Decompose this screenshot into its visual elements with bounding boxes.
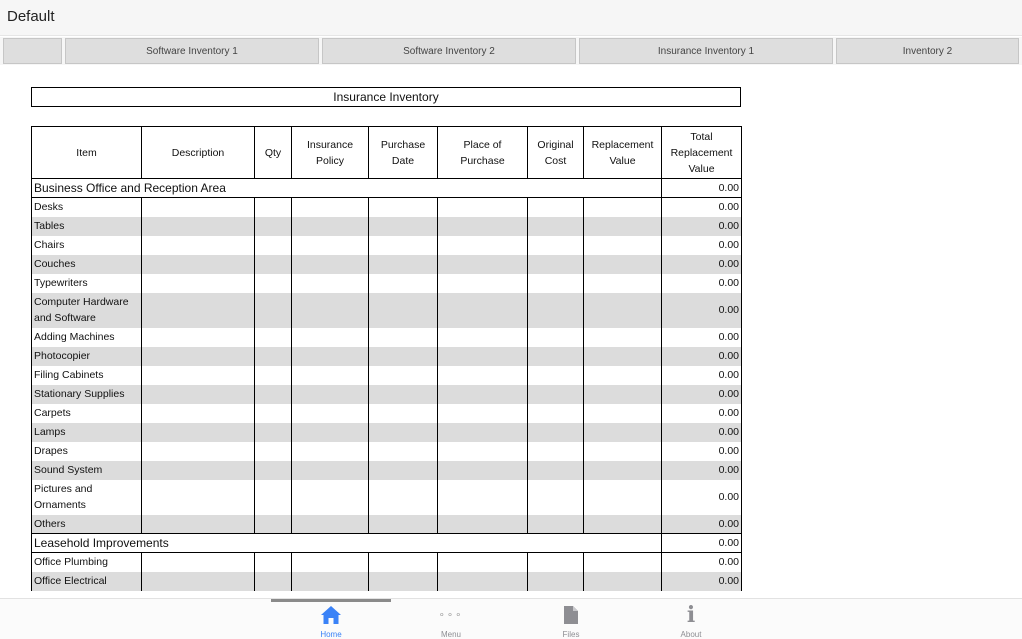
description-cell[interactable]: [142, 217, 255, 236]
insurance-policy-cell[interactable]: [292, 515, 369, 534]
purchase-date-cell[interactable]: [369, 347, 438, 366]
description-cell[interactable]: [142, 442, 255, 461]
total-cell[interactable]: 0.00: [662, 553, 742, 572]
replacement-value-cell[interactable]: [584, 553, 662, 572]
total-cell[interactable]: 0.00: [662, 366, 742, 385]
item-cell[interactable]: Computer Hardware and Software: [32, 293, 142, 328]
replacement-value-cell[interactable]: [584, 274, 662, 293]
original-cost-cell[interactable]: [528, 442, 584, 461]
total-cell[interactable]: 0.00: [662, 347, 742, 366]
table-row: [32, 274, 742, 293]
description-cell[interactable]: [142, 461, 255, 480]
qty-cell[interactable]: [255, 198, 292, 217]
qty-cell[interactable]: [255, 480, 292, 515]
app-title: Default: [7, 8, 55, 25]
original-cost-cell[interactable]: [528, 328, 584, 347]
original-cost-cell[interactable]: [528, 274, 584, 293]
header-replacement-value[interactable]: Replacement Value: [584, 127, 662, 179]
purchase-date-cell[interactable]: [369, 255, 438, 274]
qty-cell[interactable]: [255, 442, 292, 461]
description-cell[interactable]: [142, 385, 255, 404]
place-of-purchase-cell[interactable]: [438, 461, 528, 480]
item-cell[interactable]: Carpets: [32, 404, 142, 423]
replacement-value-cell[interactable]: [584, 480, 662, 515]
original-cost-cell[interactable]: [528, 217, 584, 236]
nav-about-label: About: [680, 630, 702, 639]
description-cell[interactable]: [142, 572, 255, 591]
description-cell[interactable]: [142, 347, 255, 366]
nav-menu-label: Menu: [440, 630, 461, 639]
purchase-date-cell[interactable]: [369, 553, 438, 572]
description-cell[interactable]: [142, 255, 255, 274]
file-icon: [563, 603, 579, 627]
replacement-value-cell[interactable]: [584, 217, 662, 236]
header-qty[interactable]: Qty: [255, 127, 292, 179]
qty-cell[interactable]: [255, 423, 292, 442]
place-of-purchase-cell[interactable]: [438, 572, 528, 591]
original-cost-cell[interactable]: [528, 572, 584, 591]
tab-blank[interactable]: [3, 38, 62, 64]
qty-cell[interactable]: [255, 404, 292, 423]
section-row: [32, 179, 742, 198]
qty-cell[interactable]: [255, 553, 292, 572]
original-cost-cell[interactable]: [528, 347, 584, 366]
original-cost-cell[interactable]: [528, 404, 584, 423]
original-cost-cell[interactable]: [528, 293, 584, 328]
table-row: [32, 442, 742, 461]
total-cell[interactable]: 0.00: [662, 461, 742, 480]
replacement-value-cell[interactable]: [584, 236, 662, 255]
replacement-value-cell[interactable]: [584, 347, 662, 366]
table-row: [32, 480, 742, 515]
table-row: [32, 347, 742, 366]
original-cost-cell[interactable]: [528, 515, 584, 534]
qty-cell[interactable]: [255, 328, 292, 347]
original-cost-cell[interactable]: [528, 236, 584, 255]
nav-home[interactable]: [301, 603, 361, 639]
total-cell[interactable]: 0.00: [662, 442, 742, 461]
purchase-date-cell[interactable]: [369, 217, 438, 236]
purchase-date-cell[interactable]: [369, 274, 438, 293]
replacement-value-cell[interactable]: [584, 328, 662, 347]
total-cell[interactable]: 0.00: [662, 236, 742, 255]
place-of-purchase-cell[interactable]: [438, 515, 528, 534]
header-total-replacement-value[interactable]: Total Replacement Value: [662, 127, 742, 179]
description-cell[interactable]: [142, 274, 255, 293]
spreadsheet-area[interactable]: [0, 66, 1022, 598]
description-cell[interactable]: [142, 328, 255, 347]
purchase-date-cell[interactable]: [369, 480, 438, 515]
original-cost-cell[interactable]: [528, 461, 584, 480]
item-cell[interactable]: Lamps: [32, 423, 142, 442]
original-cost-cell[interactable]: [528, 366, 584, 385]
purchase-date-cell[interactable]: [369, 293, 438, 328]
original-cost-cell[interactable]: [528, 385, 584, 404]
purchase-date-cell[interactable]: [369, 198, 438, 217]
table-row: [32, 461, 742, 480]
item-cell[interactable]: Drapes: [32, 442, 142, 461]
inventory-table: [31, 126, 742, 591]
insurance-policy-cell[interactable]: [292, 366, 369, 385]
qty-cell[interactable]: [255, 236, 292, 255]
total-cell[interactable]: 0.00: [662, 255, 742, 274]
purchase-date-cell[interactable]: [369, 572, 438, 591]
tab-insurance-inventory-1[interactable]: Insurance Inventory 1: [579, 38, 833, 64]
scroll-indicator: [271, 599, 391, 602]
description-cell[interactable]: [142, 404, 255, 423]
item-cell[interactable]: Adding Machines: [32, 328, 142, 347]
header-description[interactable]: Description: [142, 127, 255, 179]
replacement-value-cell[interactable]: [584, 461, 662, 480]
place-of-purchase-cell[interactable]: [438, 347, 528, 366]
purchase-date-cell[interactable]: [369, 515, 438, 534]
total-cell[interactable]: 0.00: [662, 198, 742, 217]
place-of-purchase-cell[interactable]: [438, 198, 528, 217]
tab-software-inventory-1[interactable]: Software Inventory 1: [65, 38, 319, 64]
total-cell[interactable]: 0.00: [662, 385, 742, 404]
description-cell[interactable]: [142, 198, 255, 217]
purchase-date-cell[interactable]: [369, 328, 438, 347]
sheet-tab-bar: [0, 37, 1022, 65]
place-of-purchase-cell[interactable]: [438, 274, 528, 293]
header-place-of-purchase[interactable]: Place of Purchase: [438, 127, 528, 179]
insurance-policy-cell[interactable]: [292, 255, 369, 274]
nav-menu[interactable]: [421, 603, 481, 639]
qty-cell[interactable]: [255, 347, 292, 366]
table-row: [32, 328, 742, 347]
nav-files-label: Files: [562, 630, 580, 639]
table-row: [32, 515, 742, 534]
purchase-date-cell[interactable]: [369, 236, 438, 255]
purchase-date-cell[interactable]: [369, 423, 438, 442]
description-cell[interactable]: [142, 553, 255, 572]
total-cell[interactable]: 0.00: [662, 515, 742, 534]
insurance-policy-cell[interactable]: [292, 553, 369, 572]
place-of-purchase-cell[interactable]: [438, 553, 528, 572]
insurance-policy-cell[interactable]: [292, 328, 369, 347]
insurance-policy-cell[interactable]: [292, 198, 369, 217]
insurance-policy-cell[interactable]: [292, 385, 369, 404]
info-icon: i: [686, 602, 696, 628]
insurance-policy-cell[interactable]: [292, 236, 369, 255]
nav-about[interactable]: [661, 603, 721, 639]
place-of-purchase-cell[interactable]: [438, 366, 528, 385]
total-cell[interactable]: 0.00: [662, 572, 742, 591]
qty-cell[interactable]: [255, 274, 292, 293]
place-of-purchase-cell[interactable]: [438, 255, 528, 274]
title-bar: [0, 0, 1022, 36]
qty-cell[interactable]: [255, 255, 292, 274]
item-cell[interactable]: Office Electrical: [32, 572, 142, 591]
purchase-date-cell[interactable]: [369, 442, 438, 461]
item-cell[interactable]: Sound System: [32, 461, 142, 480]
place-of-purchase-cell[interactable]: [438, 385, 528, 404]
table-row: [32, 236, 742, 255]
header-item[interactable]: Item: [32, 127, 142, 179]
total-cell[interactable]: 0.00: [662, 404, 742, 423]
section-total-cell[interactable]: 0.00: [662, 534, 742, 553]
purchase-date-cell[interactable]: [369, 366, 438, 385]
replacement-value-cell[interactable]: [584, 572, 662, 591]
original-cost-cell[interactable]: [528, 255, 584, 274]
nav-home-label: Home: [320, 630, 342, 639]
original-cost-cell[interactable]: [528, 423, 584, 442]
sheet-title: Insurance Inventory: [31, 87, 741, 107]
qty-cell[interactable]: [255, 515, 292, 534]
tab-software-inventory-2[interactable]: Software Inventory 2: [322, 38, 576, 64]
replacement-value-cell[interactable]: [584, 198, 662, 217]
replacement-value-cell[interactable]: [584, 385, 662, 404]
table-row: [32, 423, 742, 442]
item-cell[interactable]: Typewriters: [32, 274, 142, 293]
replacement-value-cell[interactable]: [584, 442, 662, 461]
total-cell[interactable]: 0.00: [662, 423, 742, 442]
insurance-policy-cell[interactable]: [292, 274, 369, 293]
insurance-policy-cell[interactable]: [292, 480, 369, 515]
place-of-purchase-cell[interactable]: [438, 236, 528, 255]
item-cell[interactable]: Couches: [32, 255, 142, 274]
insurance-policy-cell[interactable]: [292, 217, 369, 236]
item-cell[interactable]: Desks: [32, 198, 142, 217]
table-row: [32, 255, 742, 274]
qty-cell[interactable]: [255, 461, 292, 480]
bottom-tab-bar: [0, 598, 1022, 639]
section-label[interactable]: Business Office and Reception Area: [32, 179, 662, 198]
total-cell[interactable]: 0.00: [662, 217, 742, 236]
item-cell[interactable]: Stationary Supplies: [32, 385, 142, 404]
section-row: [32, 534, 742, 553]
insurance-policy-cell[interactable]: [292, 442, 369, 461]
insurance-policy-cell[interactable]: [292, 423, 369, 442]
table-row: [32, 198, 742, 217]
place-of-purchase-cell[interactable]: [438, 423, 528, 442]
item-cell[interactable]: Pictures and Ornaments: [32, 480, 142, 515]
replacement-value-cell[interactable]: [584, 515, 662, 534]
description-cell[interactable]: [142, 515, 255, 534]
original-cost-cell[interactable]: [528, 480, 584, 515]
table-row: [32, 404, 742, 423]
place-of-purchase-cell[interactable]: [438, 217, 528, 236]
description-cell[interactable]: [142, 423, 255, 442]
section-total-cell[interactable]: 0.00: [662, 179, 742, 198]
replacement-value-cell[interactable]: [584, 255, 662, 274]
insurance-policy-cell[interactable]: [292, 572, 369, 591]
header-purchase-date[interactable]: Purchase Date: [369, 127, 438, 179]
place-of-purchase-cell[interactable]: [438, 480, 528, 515]
item-cell[interactable]: Chairs: [32, 236, 142, 255]
table-row: [32, 385, 742, 404]
table-row: [32, 572, 742, 591]
qty-cell[interactable]: [255, 385, 292, 404]
nav-files[interactable]: [541, 603, 601, 639]
purchase-date-cell[interactable]: [369, 385, 438, 404]
inventory-table-body: [32, 179, 742, 591]
header-insurance-policy[interactable]: Insurance Policy: [292, 127, 369, 179]
place-of-purchase-cell[interactable]: [438, 293, 528, 328]
insurance-policy-cell[interactable]: [292, 347, 369, 366]
insurance-policy-cell[interactable]: [292, 293, 369, 328]
header-original-cost[interactable]: Original Cost: [528, 127, 584, 179]
section-label[interactable]: Leasehold Improvements: [32, 534, 662, 553]
total-cell[interactable]: 0.00: [662, 293, 742, 328]
total-cell[interactable]: 0.00: [662, 328, 742, 347]
table-row: [32, 553, 742, 572]
header-row: [32, 127, 742, 179]
insurance-policy-cell[interactable]: [292, 404, 369, 423]
item-cell[interactable]: Office Plumbing: [32, 553, 142, 572]
original-cost-cell[interactable]: [528, 553, 584, 572]
qty-cell[interactable]: [255, 366, 292, 385]
purchase-date-cell[interactable]: [369, 461, 438, 480]
qty-cell[interactable]: [255, 293, 292, 328]
qty-cell[interactable]: [255, 217, 292, 236]
more-dots-icon: ∘∘∘: [438, 609, 464, 621]
insurance-policy-cell[interactable]: [292, 461, 369, 480]
place-of-purchase-cell[interactable]: [438, 404, 528, 423]
item-cell[interactable]: Filing Cabinets: [32, 366, 142, 385]
place-of-purchase-cell[interactable]: [438, 442, 528, 461]
place-of-purchase-cell[interactable]: [438, 328, 528, 347]
description-cell[interactable]: [142, 366, 255, 385]
description-cell[interactable]: [142, 293, 255, 328]
replacement-value-cell[interactable]: [584, 293, 662, 328]
tab-inventory-2[interactable]: Inventory 2: [836, 38, 1019, 64]
original-cost-cell[interactable]: [528, 198, 584, 217]
purchase-date-cell[interactable]: [369, 404, 438, 423]
qty-cell[interactable]: [255, 572, 292, 591]
total-cell[interactable]: 0.00: [662, 274, 742, 293]
item-cell[interactable]: Photocopier: [32, 347, 142, 366]
item-cell[interactable]: Others: [32, 515, 142, 534]
table-row: [32, 366, 742, 385]
home-icon: [320, 603, 342, 627]
description-cell[interactable]: [142, 236, 255, 255]
replacement-value-cell[interactable]: [584, 366, 662, 385]
item-cell[interactable]: Tables: [32, 217, 142, 236]
replacement-value-cell[interactable]: [584, 404, 662, 423]
replacement-value-cell[interactable]: [584, 423, 662, 442]
table-row: [32, 293, 742, 328]
total-cell[interactable]: 0.00: [662, 480, 742, 515]
table-row: [32, 217, 742, 236]
description-cell[interactable]: [142, 480, 255, 515]
